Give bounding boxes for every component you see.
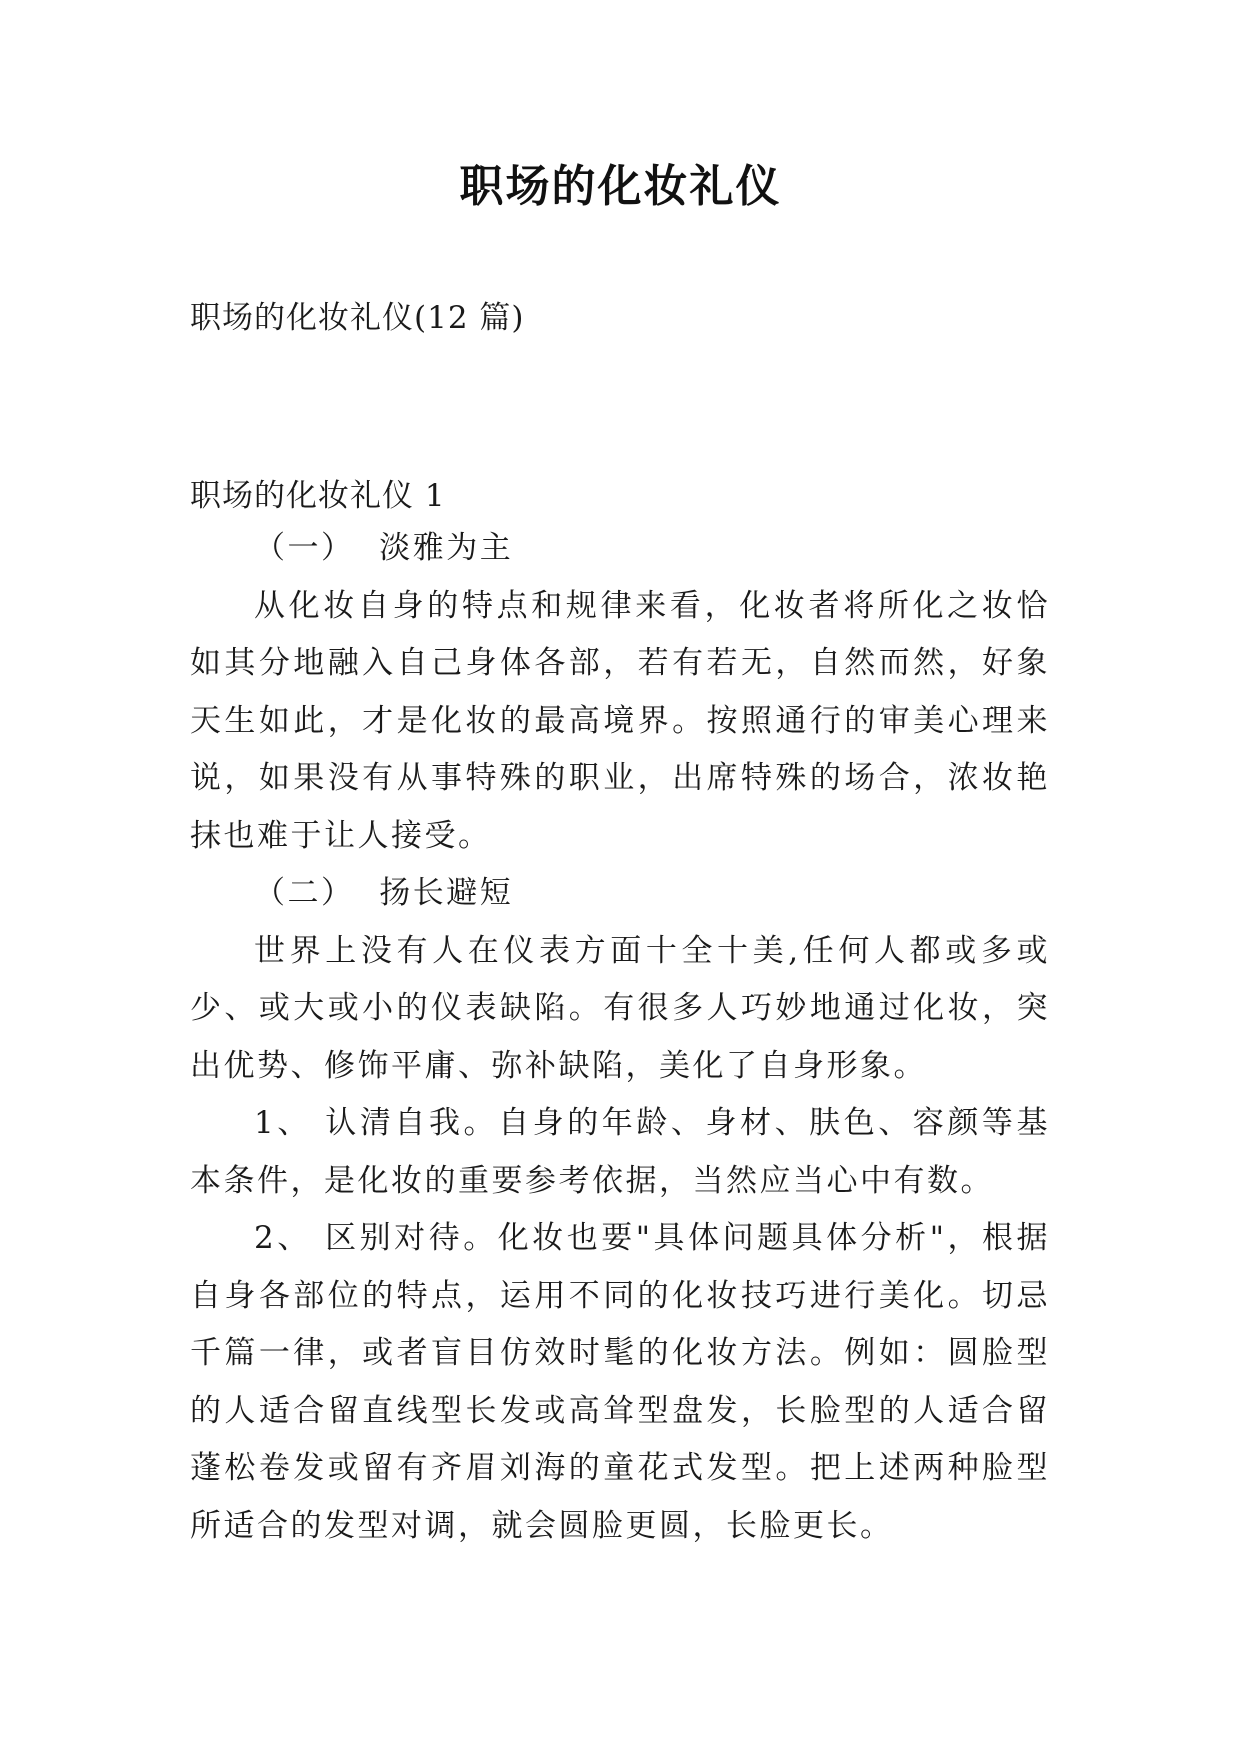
list-item-two: 2、 区别对待。化妆也要"具体问题具体分析"，根据自身各部位的特点，运用不同的化妆技巧进行美化。切忌千篇一律，或者盲目仿效时髦的化妆方法。例如：圆脸型的人适合留直线型长发或高耸型盘发，长脸型的人适合留蓬松卷发或留有齐眉刘海的童花式发型。把上述两种脸型所适合的发型对调，就会圆脸更圆，长脸更长。	[190, 1220, 1050, 1544]
section-title: 职场的化妆礼仪 1	[190, 478, 446, 514]
paragraph-two: 世界上没有人在仪表方面十全十美,任何人都或多或少、或大或小的仪表缺陷。有很多人巧妙地通过化妆，突出优势、修饰平庸、弥补缺陷，美化了自身形象。	[190, 932, 1050, 1084]
section-body	[190, 520, 1050, 1555]
paragraph-one: 从化妆自身的特点和规律来看，化妆者将所化之妆恰如其分地融入自己身体各部，若有若无，自然而然，好象天生如此，才是化妆的最高境界。按照通行的审美心理来说，如果没有从事特殊的职业，出席特殊的场合，浓妆艳抹也难于让人接受。	[190, 587, 1050, 854]
heading-one: （一） 淡雅为主	[254, 530, 514, 566]
heading-two: （二） 扬长避短	[254, 875, 514, 911]
document-subtitle: 职场的化妆礼仪(12 篇)	[190, 300, 525, 336]
document-title: 职场的化妆礼仪	[459, 161, 782, 212]
list-item-one: 1、 认清自我。自身的年龄、身材、肤色、容颜等基本条件，是化妆的重要参考依据，当然应当心中有数。	[190, 1105, 1050, 1199]
